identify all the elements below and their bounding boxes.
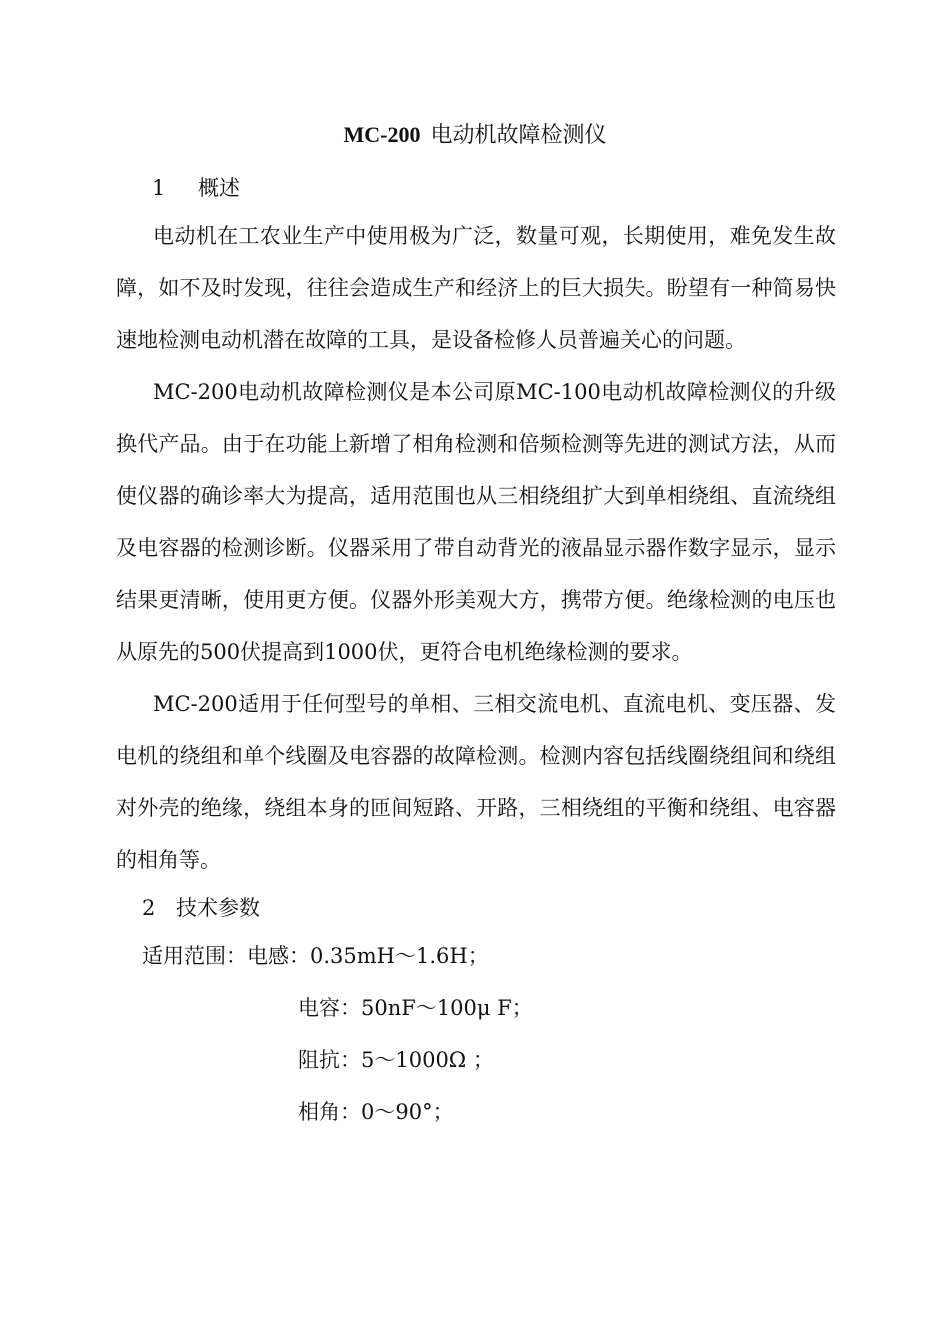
section-2-number: 2 <box>142 896 156 920</box>
title-name: 电动机故障检测仪 <box>430 123 607 148</box>
section-1-heading <box>116 166 836 210</box>
section-2-title: 技术参数 <box>176 896 260 920</box>
range-label: 适用范围： <box>142 944 247 968</box>
section-1-number: 1 <box>152 176 166 200</box>
spec-phase-angle: 相角：0～90°； <box>298 1100 454 1124</box>
overview-paragraph-2: MC-200电动机故障检测仪是本公司原MC-100电动机故障检测仪的升级换代产品。由于在功能上新增了相角检测和倍频检测等先进的测试方法，从而使仪器的确诊率大为提高，适用范围也从三相绕组扩大到单相绕组、直流绕组及电容器的检测诊断。仪器采用了带自动背光的液晶显示器作数字显示，显示结果更清晰，使用更方便。仪器外形美观大方，携带方便。绝缘检测的电压也从原先的500伏提高到1000伏，更符合电机绝缘检测的要求。 <box>116 380 836 664</box>
overview-paragraph-3: MC-200适用于任何型号的单相、三相交流电机、直流电机、变压器、发电机的绕组和单个线圈及电容器的故障检测。检测内容包括线圈绕组间和绕组对外壳的绝缘，绕组本身的匝间短路、开路，三相绕组的平衡和绕组、电容器的相角等。 <box>116 692 836 872</box>
spec-inductance <box>116 930 836 982</box>
overview-paragraph-1: 电动机在工农业生产中使用极为广泛，数量可观，长期使用，难免发生故障，如不及时发现，往往会造成生产和经济上的巨大损失。盼望有一种简易快速地检测电动机潜在故障的工具，是设备检修人员普遍关心的问题。 <box>116 224 836 352</box>
document-title <box>0 118 950 153</box>
title-model: MC-200 <box>343 122 421 147</box>
spec-inductance-value: 电感：0.35mH～1.6H； <box>247 944 489 968</box>
section-2-heading <box>116 886 836 930</box>
document-body <box>116 166 836 1138</box>
section-1-title: 概述 <box>198 176 240 200</box>
spec-impedance: 阻抗：5～1000Ω ； <box>298 1048 494 1072</box>
spec-capacitance: 电容：50nF～100μ F； <box>298 996 533 1020</box>
